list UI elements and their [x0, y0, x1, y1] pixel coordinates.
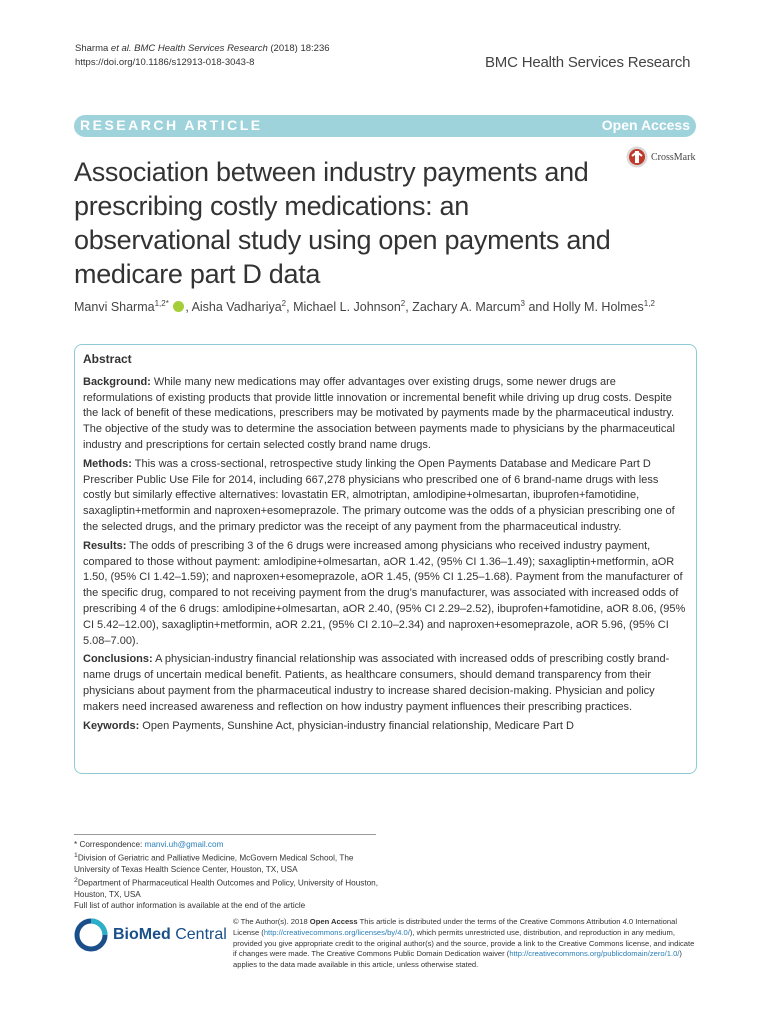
- author-affil: 3: [520, 298, 525, 308]
- citation-header: [75, 42, 330, 70]
- open-access-label: Open Access: [601, 117, 690, 133]
- license-part: ) applies to the data made available in this article, unless otherwise stated.: [233, 949, 682, 970]
- affil-sup: 2: [74, 877, 78, 885]
- biomed-central-icon: [74, 918, 108, 952]
- section-label: Conclusions:: [83, 653, 153, 666]
- section-text: A physician-industry financial relationship was associated with increased odds of prescribing costly brand-name drugs of uncertain medical benefit. Patients, as healthcare consumers, should demand transparency from their physicians about payment from the pharmaceutical industry to increase shared decision-making. Physician and policy makers need increased awareness and reflection on how industry payment influences their prescribing practices.: [83, 653, 670, 713]
- section-label: Results:: [83, 539, 127, 552]
- orcid-icon[interactable]: [173, 301, 184, 312]
- section-label: Keywords:: [83, 719, 140, 732]
- author[interactable]: and Holly M. Holmes: [525, 300, 644, 314]
- doi-link[interactable]: https://doi.org/10.1186/s12913-018-3043-8: [75, 57, 255, 68]
- crossmark-icon: [626, 146, 648, 168]
- abstract-keywords: [83, 719, 688, 735]
- license-part: ), which permits unrestricted use, distribution, and reproduction in any medium, provided you give appropriate credit to the original author(s) and the source, provide a link to the Creative Commons license, and indicate if changes were made. The Creative Commons Public Domain Dedication waiver (: [233, 927, 695, 959]
- affiliation-2: [74, 875, 384, 900]
- author-affil: 1,2: [643, 298, 655, 308]
- citation-journal: BMC Health Services Research: [131, 43, 268, 54]
- citation-authors: Sharma: [75, 43, 111, 54]
- abstract-background: [83, 375, 688, 454]
- correspondence-email[interactable]: manvi.uh@gmail.com: [144, 840, 224, 849]
- section-text: Open Payments, Sunshine Act, physician-industry financial relationship, Medicare Part D: [139, 719, 574, 732]
- affil-text: Department of Pharmaceutical Health Outcomes and Policy, University of Houston, Houston, TX, USA: [74, 879, 379, 900]
- author-info-note: Full list of author information is available at the end of the article: [74, 901, 306, 911]
- author-affil: 1,2*: [154, 298, 169, 308]
- affil-sup: 1: [74, 852, 78, 860]
- license-part: This article is distributed under the terms of the Creative Commons Attribution 4.0 International License (: [233, 917, 678, 937]
- open-access-bold: Open Access: [309, 917, 358, 926]
- citation-line: [75, 42, 330, 56]
- section-text: The odds of prescribing 3 of the 6 drugs were increased among physicians who received industry payment, compared to those without payment: amlodipine+olmesartan, aOR 1.42, (95% CI 1.36–1.49); saxagliptin+metformin, aOR 1.50, (95% CI 1.42–1.59); and naproxen+esomeprazole, aOR 1.45, (95% CI 1.25–1.68). Payment from the manufacturer of the specific drug, compared to not receiving payment from the drug’s manufacturer, was associated with increased odds of prescribing 4 of the 6 drugs: amlodipine+olmesartan, aOR 2.40, (95% CI 2.29–2.52), ibuprofen+famotidine, aOR 8.06, (95% CI 5.42–12.00), saxagliptin+metformin, aOR 2.21, (95% CI 2.10–2.34) and naproxen+esomeprazole, aOR 5.96, (95% CI 5.08–7.00).: [83, 539, 686, 647]
- article-banner: [74, 115, 696, 137]
- abstract-results: [83, 539, 688, 650]
- author-list: [74, 300, 655, 314]
- author-affil: 2: [400, 298, 406, 308]
- abstract-methods: [83, 457, 688, 536]
- license-text: [233, 917, 698, 971]
- author[interactable]: Manvi Sharma: [74, 300, 155, 314]
- biomed-central-logo[interactable]: [74, 918, 227, 952]
- footnotes: [74, 839, 384, 912]
- author-affil: 2: [281, 298, 287, 308]
- citation-etal: et al.: [110, 43, 132, 54]
- biomed-central-wordmark: [113, 926, 227, 944]
- section-label: Methods:: [83, 457, 132, 470]
- section-label: Background:: [83, 375, 151, 388]
- license-link[interactable]: http://creativecommons.org/licenses/by/4.0/: [263, 927, 410, 937]
- public-domain-link[interactable]: http://creativecommons.org/publicdomain/zero/1.0/: [509, 949, 680, 959]
- abstract-conclusions: [83, 652, 688, 715]
- correspondence-label: * Correspondence:: [74, 840, 145, 849]
- logo-rest: Central: [170, 926, 227, 943]
- author[interactable]: , Michael L. Johnson: [286, 300, 401, 314]
- footnote-divider: [74, 834, 376, 835]
- correspondence: [74, 839, 384, 850]
- citation-volume: (2018) 18:236: [267, 43, 330, 54]
- abstract-box: [74, 344, 697, 774]
- copyright: © The Author(s). 2018: [233, 917, 310, 926]
- affiliation-1: [74, 850, 384, 875]
- article-type: RESEARCH ARTICLE: [80, 117, 263, 133]
- logo-bold: BioMed: [113, 926, 171, 943]
- affil-text: Division of Geriatric and Palliative Medicine, McGovern Medical School, The University of Texas Health Science Center, Houston, TX, USA: [74, 853, 354, 875]
- crossmark-label: CrossMark: [651, 151, 696, 163]
- journal-name: BMC Health Services Research: [485, 54, 691, 71]
- abstract-heading: Abstract: [83, 352, 132, 366]
- author[interactable]: , Aisha Vadhariya: [185, 300, 282, 314]
- section-text: This was a cross-sectional, retrospective study linking the Open Payments Database and Medicare Part D Prescriber Public Use File for 2014, including 667,278 physicians who prescribed one of 6 brand-name drugs with less costly but similarly effective alternatives: lovastatin ER, almotriptan, amlodipine+olmesartan, ibuprofen+famotidine, saxagliptin+metformin and naproxen+esomeprazole. The primary outcome was the odds of a physician prescribing one of the selected drugs, and the primary predictor was the receipt of any payment from the pharmaceutical industry.: [83, 457, 675, 533]
- crossmark-badge[interactable]: [626, 146, 695, 168]
- article-title: Association between industry payments and prescribing costly medications: an observational study using open payments and medicare part D data: [74, 157, 611, 289]
- author[interactable]: , Zachary A. Marcum: [405, 300, 521, 314]
- section-text: While many new medications may offer advantages over existing drugs, some newer drugs are reformulations of existing products that provide little innovation or incremental benefit while driving up drug costs. Despite the lack of benefit of these medications, prescribers may be motivated by payments made by the pharmaceutical industry. The objective of the study was to determine the association between payments made to physicians by the pharmaceutical industry and prescriptions for certain selected costly brand name drugs.: [83, 375, 675, 451]
